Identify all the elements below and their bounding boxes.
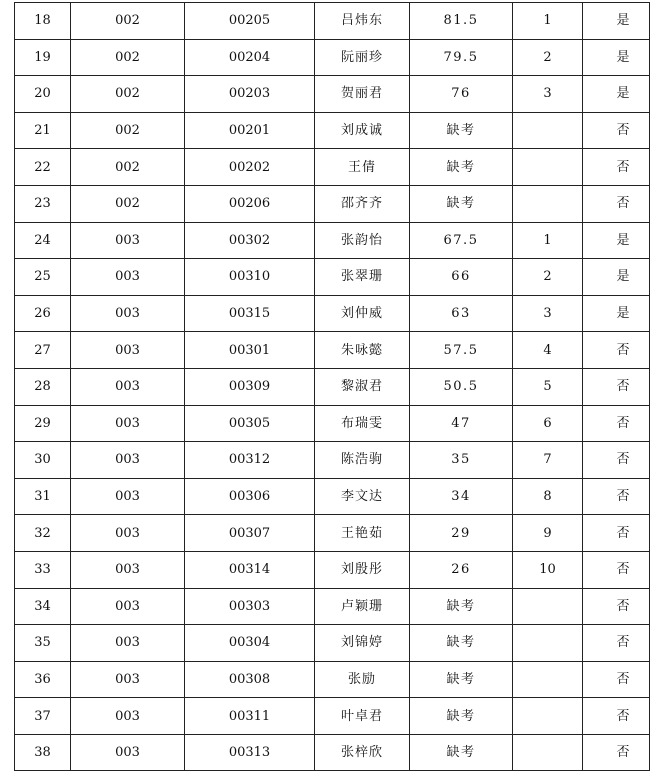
- rank-cell: 3: [513, 76, 583, 113]
- rank-cell: [513, 734, 583, 771]
- table-row: [15, 39, 650, 76]
- rank-cell: 5: [513, 368, 583, 405]
- candidate-name-cell: 叶卓君: [315, 698, 410, 735]
- candidate-name-cell: 张梓欣: [315, 734, 410, 771]
- advance-flag-cell: 是: [583, 222, 650, 259]
- table-row: [15, 405, 650, 442]
- row-number-cell: 32: [15, 515, 71, 552]
- candidate-name-cell: 朱咏懿: [315, 332, 410, 369]
- rank-cell: [513, 588, 583, 625]
- advance-flag-cell: 是: [583, 76, 650, 113]
- score-cell: 缺考: [410, 698, 513, 735]
- score-cell: 缺考: [410, 149, 513, 186]
- position-code-cell: 003: [71, 442, 185, 479]
- advance-flag-cell: 是: [583, 259, 650, 296]
- table-row: [15, 332, 650, 369]
- score-cell: 缺考: [410, 588, 513, 625]
- position-code-cell: 002: [71, 185, 185, 222]
- row-number-cell: 23: [15, 185, 71, 222]
- position-code-cell: 003: [71, 588, 185, 625]
- candidate-name-cell: 贺丽君: [315, 76, 410, 113]
- rank-cell: 9: [513, 515, 583, 552]
- table-row: [15, 698, 650, 735]
- candidate-name-cell: 陈浩驹: [315, 442, 410, 479]
- candidate-name-cell: 卢颖珊: [315, 588, 410, 625]
- candidate-name-cell: 张韵怡: [315, 222, 410, 259]
- rank-cell: 6: [513, 405, 583, 442]
- rank-cell: 8: [513, 478, 583, 515]
- position-code-cell: 003: [71, 368, 185, 405]
- position-code-cell: 003: [71, 332, 185, 369]
- position-code-cell: 002: [71, 3, 185, 40]
- advance-flag-cell: 否: [583, 551, 650, 588]
- score-cell: 76: [410, 76, 513, 113]
- row-number-cell: 24: [15, 222, 71, 259]
- advance-flag-cell: 否: [583, 149, 650, 186]
- table-row: [15, 3, 650, 40]
- candidate-name-cell: 刘仲威: [315, 295, 410, 332]
- row-number-cell: 29: [15, 405, 71, 442]
- position-code-cell: 003: [71, 661, 185, 698]
- position-code-cell: 002: [71, 149, 185, 186]
- exam-id-cell: 00202: [185, 149, 315, 186]
- position-code-cell: 003: [71, 222, 185, 259]
- candidate-name-cell: 刘殷彤: [315, 551, 410, 588]
- score-cell: 47: [410, 405, 513, 442]
- position-code-cell: 002: [71, 76, 185, 113]
- score-cell: 81.5: [410, 3, 513, 40]
- row-number-cell: 33: [15, 551, 71, 588]
- row-number-cell: 31: [15, 478, 71, 515]
- row-number-cell: 25: [15, 259, 71, 296]
- results-table: [14, 2, 650, 771]
- score-cell: 缺考: [410, 734, 513, 771]
- rank-cell: 1: [513, 3, 583, 40]
- exam-id-cell: 00305: [185, 405, 315, 442]
- table-row: [15, 295, 650, 332]
- score-cell: 缺考: [410, 185, 513, 222]
- row-number-cell: 26: [15, 295, 71, 332]
- exam-id-cell: 00314: [185, 551, 315, 588]
- rank-cell: 2: [513, 39, 583, 76]
- position-code-cell: 003: [71, 734, 185, 771]
- candidate-name-cell: 阮丽珍: [315, 39, 410, 76]
- position-code-cell: 003: [71, 478, 185, 515]
- score-cell: 57.5: [410, 332, 513, 369]
- exam-id-cell: 00303: [185, 588, 315, 625]
- candidate-name-cell: 黎淑君: [315, 368, 410, 405]
- advance-flag-cell: 否: [583, 442, 650, 479]
- position-code-cell: 003: [71, 625, 185, 662]
- position-code-cell: 003: [71, 551, 185, 588]
- score-cell: 29: [410, 515, 513, 552]
- candidate-name-cell: 吕炜东: [315, 3, 410, 40]
- advance-flag-cell: 是: [583, 295, 650, 332]
- advance-flag-cell: 否: [583, 368, 650, 405]
- rank-cell: 1: [513, 222, 583, 259]
- rank-cell: 4: [513, 332, 583, 369]
- table-row: [15, 478, 650, 515]
- advance-flag-cell: 否: [583, 332, 650, 369]
- rank-cell: 7: [513, 442, 583, 479]
- position-code-cell: 003: [71, 515, 185, 552]
- row-number-cell: 19: [15, 39, 71, 76]
- score-cell: 50.5: [410, 368, 513, 405]
- candidate-name-cell: 张翠珊: [315, 259, 410, 296]
- row-number-cell: 35: [15, 625, 71, 662]
- exam-id-cell: 00203: [185, 76, 315, 113]
- row-number-cell: 21: [15, 112, 71, 149]
- exam-id-cell: 00313: [185, 734, 315, 771]
- exam-id-cell: 00302: [185, 222, 315, 259]
- row-number-cell: 27: [15, 332, 71, 369]
- table-row: [15, 661, 650, 698]
- advance-flag-cell: 是: [583, 3, 650, 40]
- position-code-cell: 002: [71, 112, 185, 149]
- row-number-cell: 34: [15, 588, 71, 625]
- exam-id-cell: 00201: [185, 112, 315, 149]
- exam-id-cell: 00315: [185, 295, 315, 332]
- exam-id-cell: 00301: [185, 332, 315, 369]
- table-row: [15, 625, 650, 662]
- rank-cell: 10: [513, 551, 583, 588]
- advance-flag-cell: 否: [583, 515, 650, 552]
- rank-cell: [513, 625, 583, 662]
- exam-id-cell: 00311: [185, 698, 315, 735]
- table-row: [15, 112, 650, 149]
- advance-flag-cell: 否: [583, 734, 650, 771]
- rank-cell: 2: [513, 259, 583, 296]
- position-code-cell: 003: [71, 259, 185, 296]
- table-row: [15, 442, 650, 479]
- candidate-name-cell: 李文达: [315, 478, 410, 515]
- candidate-name-cell: 邵齐齐: [315, 185, 410, 222]
- score-cell: 34: [410, 478, 513, 515]
- advance-flag-cell: 否: [583, 185, 650, 222]
- score-cell: 26: [410, 551, 513, 588]
- table-row: [15, 76, 650, 113]
- score-cell: 缺考: [410, 112, 513, 149]
- table-row: [15, 515, 650, 552]
- exam-id-cell: 00312: [185, 442, 315, 479]
- rank-cell: [513, 149, 583, 186]
- score-cell: 缺考: [410, 625, 513, 662]
- score-cell: 63: [410, 295, 513, 332]
- candidate-name-cell: 王艳茹: [315, 515, 410, 552]
- position-code-cell: 003: [71, 405, 185, 442]
- row-number-cell: 22: [15, 149, 71, 186]
- exam-id-cell: 00304: [185, 625, 315, 662]
- advance-flag-cell: 否: [583, 661, 650, 698]
- candidate-name-cell: 张励: [315, 661, 410, 698]
- table-row: [15, 588, 650, 625]
- row-number-cell: 30: [15, 442, 71, 479]
- table-row: [15, 734, 650, 771]
- exam-id-cell: 00308: [185, 661, 315, 698]
- position-code-cell: 003: [71, 698, 185, 735]
- exam-id-cell: 00309: [185, 368, 315, 405]
- exam-id-cell: 00206: [185, 185, 315, 222]
- advance-flag-cell: 否: [583, 698, 650, 735]
- position-code-cell: 003: [71, 295, 185, 332]
- candidate-name-cell: 王倩: [315, 149, 410, 186]
- table-row: [15, 368, 650, 405]
- candidate-name-cell: 布瑞雯: [315, 405, 410, 442]
- row-number-cell: 28: [15, 368, 71, 405]
- advance-flag-cell: 否: [583, 588, 650, 625]
- score-cell: 66: [410, 259, 513, 296]
- results-table-body: [15, 3, 650, 771]
- candidate-name-cell: 刘成诚: [315, 112, 410, 149]
- advance-flag-cell: 否: [583, 478, 650, 515]
- row-number-cell: 20: [15, 76, 71, 113]
- row-number-cell: 18: [15, 3, 71, 40]
- rank-cell: [513, 185, 583, 222]
- advance-flag-cell: 是: [583, 39, 650, 76]
- score-cell: 35: [410, 442, 513, 479]
- candidate-name-cell: 刘锦婷: [315, 625, 410, 662]
- position-code-cell: 002: [71, 39, 185, 76]
- table-row: [15, 185, 650, 222]
- score-cell: 79.5: [410, 39, 513, 76]
- rank-cell: [513, 112, 583, 149]
- advance-flag-cell: 否: [583, 405, 650, 442]
- rank-cell: 3: [513, 295, 583, 332]
- advance-flag-cell: 否: [583, 625, 650, 662]
- table-row: [15, 222, 650, 259]
- table-row: [15, 551, 650, 588]
- exam-id-cell: 00307: [185, 515, 315, 552]
- exam-id-cell: 00306: [185, 478, 315, 515]
- rank-cell: [513, 661, 583, 698]
- table-row: [15, 149, 650, 186]
- exam-id-cell: 00204: [185, 39, 315, 76]
- exam-id-cell: 00310: [185, 259, 315, 296]
- row-number-cell: 36: [15, 661, 71, 698]
- row-number-cell: 37: [15, 698, 71, 735]
- rank-cell: [513, 698, 583, 735]
- score-cell: 缺考: [410, 661, 513, 698]
- table-row: [15, 259, 650, 296]
- exam-id-cell: 00205: [185, 3, 315, 40]
- advance-flag-cell: 否: [583, 112, 650, 149]
- row-number-cell: 38: [15, 734, 71, 771]
- score-cell: 67.5: [410, 222, 513, 259]
